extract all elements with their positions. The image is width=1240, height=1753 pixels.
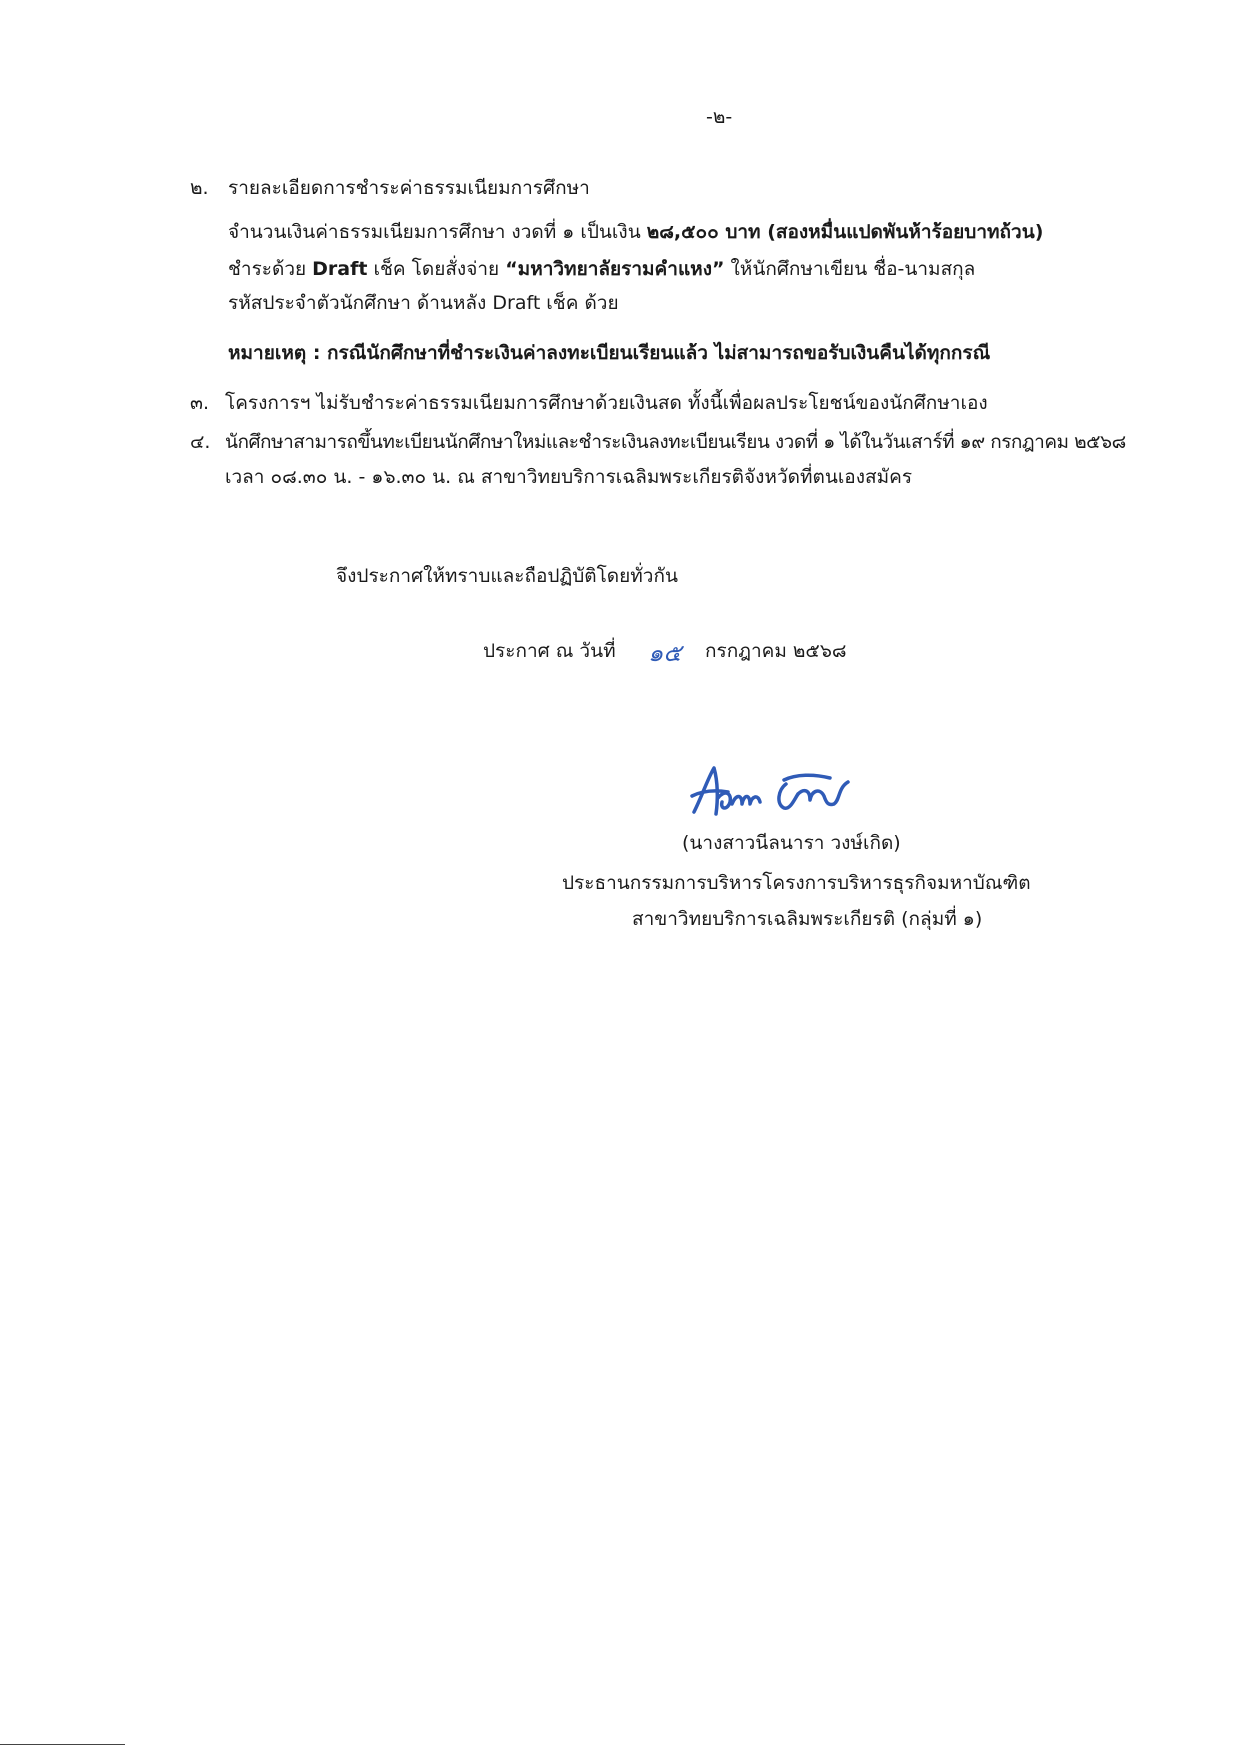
signatory-name: (นางสาวนีลนารา วงษ์เกิด) <box>682 832 901 854</box>
handwritten-day: ๑๕ <box>648 639 682 667</box>
payment-text-2: เช็ค โดยสั่งจ่าย <box>367 258 506 280</box>
footer-rule <box>0 1744 125 1745</box>
item3-number: ๓. <box>190 392 210 414</box>
signatory-position-1: ประธานกรรมการบริหารโครงการบริหารธุรกิจมหาบัณฑิต <box>562 872 1031 894</box>
payee-name: “มหาวิทยาลัยรามคำแหง” <box>505 258 725 280</box>
signature-image <box>688 760 864 822</box>
item2-student-id-line: รหัสประจำตัวนักศึกษา ด้านหลัง Draft เช็ค ด้วย <box>228 292 619 314</box>
announce-month-year: กรกฎาคม ๒๕๖๘ <box>705 640 847 662</box>
item2-number: ๒. <box>190 177 209 199</box>
draft-word: Draft <box>312 258 368 280</box>
item4-line1: นักศึกษาสามารถขึ้นทะเบียนนักศึกษาใหม่และชำระเงินลงทะเบียนเรียน งวดที่ ๑ ได้ในวันเสาร์ที่ ๑๙ กรกฎาคม ๒๕๖๘ <box>225 431 1126 453</box>
item2-note: หมายเหตุ : กรณีนักศึกษาที่ชำระเงินค่าลงทะเบียนเรียนแล้ว ไม่สามารถขอรับเงินคืนได้ทุกกรณี <box>228 342 991 364</box>
announce-prefix: ประกาศ ณ วันที่ <box>483 640 616 662</box>
fee-text: จำนวนเงินค่าธรรมเนียมการศึกษา งวดที่ ๑ เป็นเงิน <box>228 221 647 243</box>
item4-line2: เวลา ๐๘.๓๐ น. - ๑๖.๓๐ น. ณ สาขาวิทยบริการเฉลิมพระเกียรติจังหวัดที่ตนเองสมัคร <box>225 466 913 488</box>
payment-text-1: ชำระด้วย <box>228 258 313 280</box>
payment-text-3: ให้นักศึกษาเขียน ชื่อ-นามสกุล <box>724 258 976 280</box>
item3-text: โครงการฯ ไม่รับชำระค่าธรรมเนียมการศึกษาด้วยเงินสด ทั้งนี้เพื่อผลประโยชน์ของนักศึกษาเอง <box>225 392 988 414</box>
item2-heading: รายละเอียดการชำระค่าธรรมเนียมการศึกษา <box>228 177 590 199</box>
signatory-position-2: สาขาวิทยบริการเฉลิมพระเกียรติ (กลุ่มที่ ๑) <box>632 908 983 930</box>
item2-fee-line <box>228 219 1043 245</box>
page-number: -๒- <box>706 106 733 128</box>
closing-statement: จึงประกาศให้ทราบและถือปฏิบัติโดยทั่วกัน <box>336 565 678 587</box>
item4-number: ๔. <box>190 431 211 453</box>
fee-amount: ๒๘,๕๐๐ บาท (สองหมื่นแปดพันห้าร้อยบาทถ้วน) <box>646 221 1044 243</box>
item2-payment-line <box>228 256 975 282</box>
